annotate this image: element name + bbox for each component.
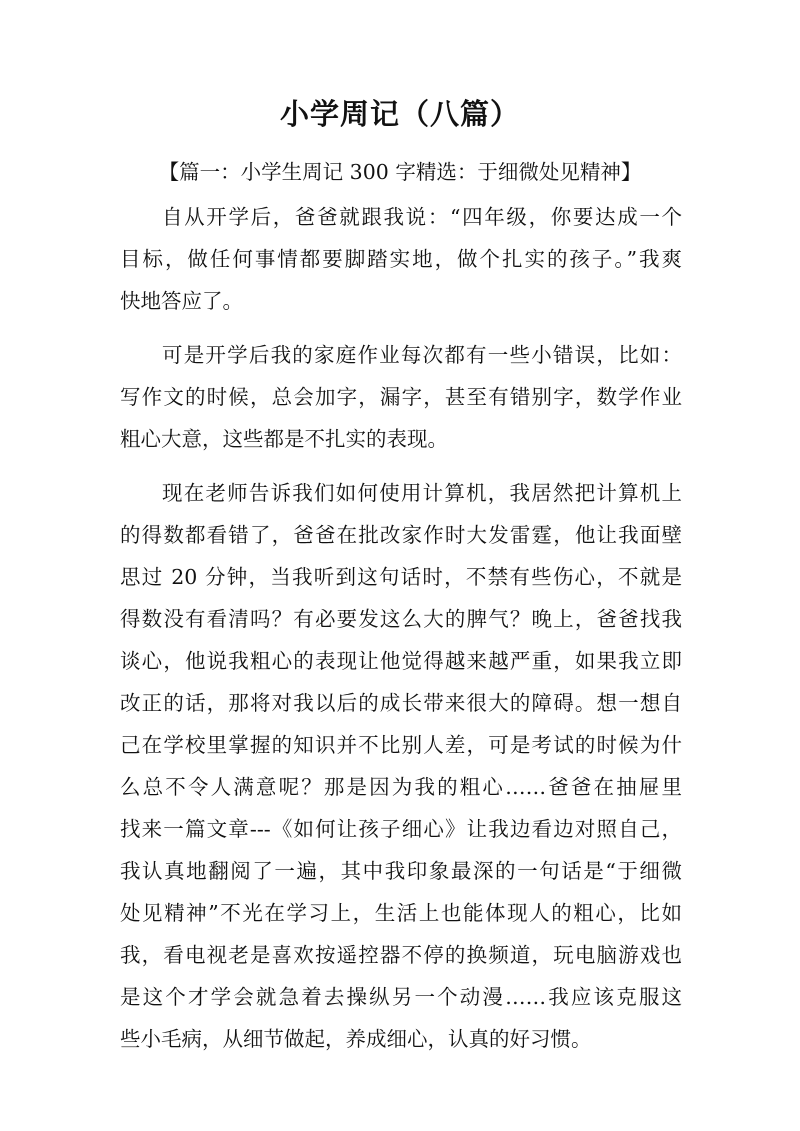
document-title: 小学周记（八篇） — [279, 97, 520, 131]
text-line: 粗心大意，这些都是不扎实的表现。 — [120, 427, 448, 451]
text-line: 自从开学后，爸爸就跟我说：“四年级，你要达成一个 — [162, 205, 682, 229]
text-line: 我，看电视老是喜欢按遥控器不停的换频道，玩电脑游戏也 — [120, 943, 682, 967]
text-line: 找来一篇文章---《如何让孩子细心》让我边看边对照自己， — [120, 817, 682, 841]
text-line: 快地答应了。 — [120, 289, 243, 313]
text-line: 谈心，他说我粗心的表现让他觉得越来越严重，如果我立即 — [120, 649, 682, 673]
text-line: 写作文的时候，总会加字，漏字，甚至有错别字，数学作业 — [120, 385, 682, 409]
document-body — [120, 196, 682, 1072]
text-line: 的得数都看错了，爸爸在批改家作时大发雷霆，他让我面壁 — [120, 523, 682, 547]
text-line: 思过 20 分钟，当我听到这句话时，不禁有些伤心，不就是 — [120, 565, 682, 589]
text-line: 改正的话，那将对我以后的成长带来很大的障碍。想一想自 — [120, 691, 682, 715]
section-heading: 【篇一：小学生周记 300 字精选：于细微处见精神】 — [158, 160, 642, 184]
text-line: 可是开学后我的家庭作业每次都有一些小错误，比如： — [162, 343, 682, 367]
text-line: 现在老师告诉我们如何使用计算机，我居然把计算机上 — [162, 481, 682, 505]
paragraph — [120, 472, 682, 1060]
paragraph — [120, 334, 682, 460]
text-line: 目标，做任何事情都要脚踏实地，做个扎实的孩子。”我爽 — [120, 247, 682, 271]
text-line: 己在学校里掌握的知识并不比别人差，可是考试的时候为什 — [120, 733, 682, 757]
paragraph — [120, 196, 682, 322]
text-line: 么总不令人满意呢？那是因为我的粗心……爸爸在抽屉里 — [120, 775, 682, 799]
text-line: 是这个才学会就急着去操纵另一个动漫……我应该克服这 — [120, 985, 682, 1009]
text-line: 得数没有看清吗？有必要发这么大的脾气？晚上，爸爸找我 — [120, 607, 682, 631]
text-line: 些小毛病，从细节做起，养成细心，认真的好习惯。 — [120, 1027, 592, 1051]
text-line: 处见精神”不光在学习上，生活上也能体现人的粗心，比如 — [120, 901, 682, 925]
text-line: 我认真地翻阅了一遍，其中我印象最深的一句话是“于细微 — [120, 859, 682, 883]
